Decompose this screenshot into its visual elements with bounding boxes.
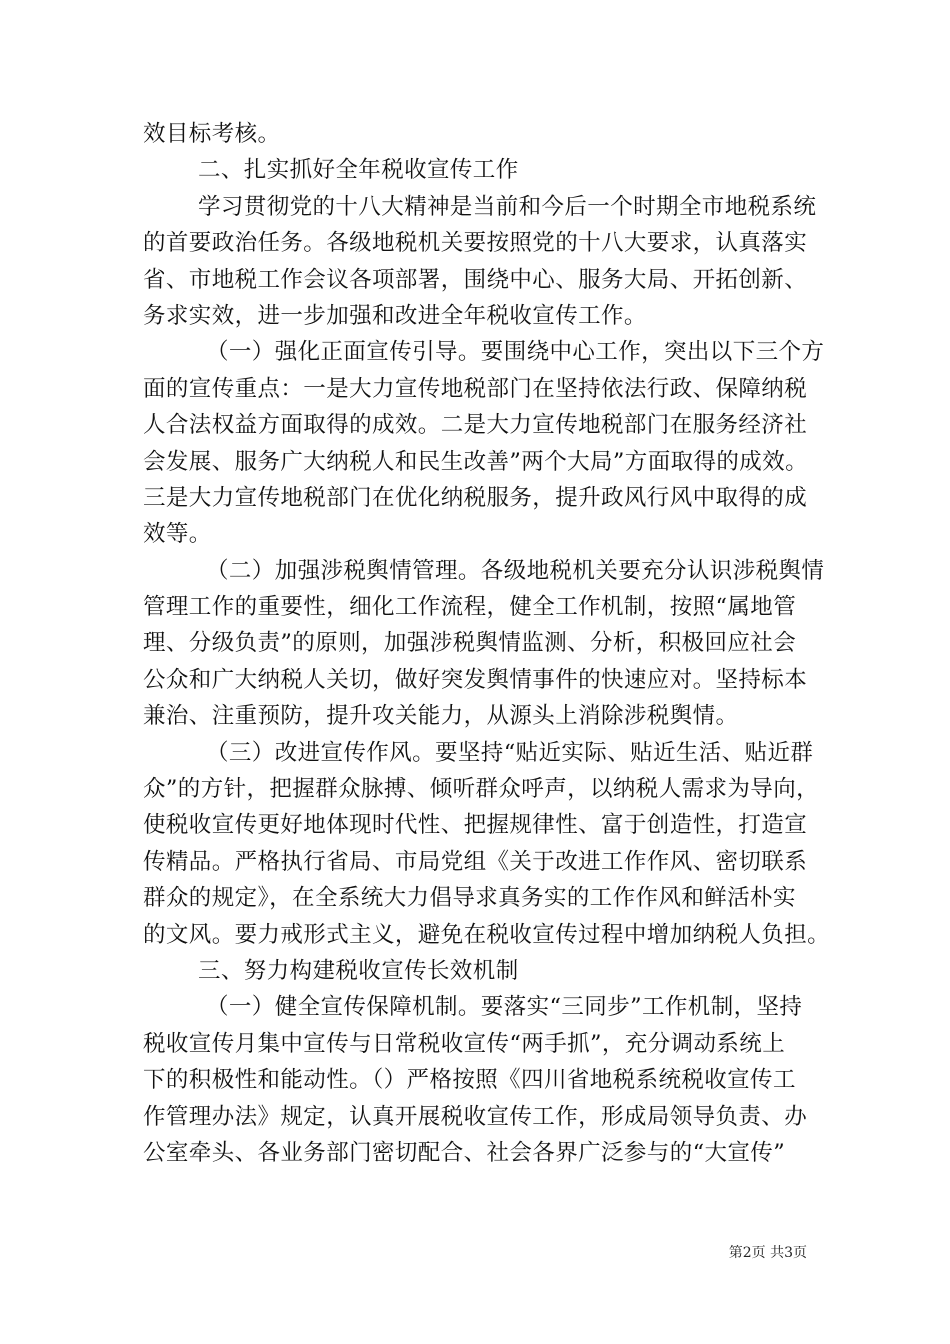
text-line: 传精品。严格执行省局、市局党组《关于改进工作作风、密切联系 [143,848,808,875]
text-line: 众”的方针，把握群众脉搏、倾听群众呼声，以纳税人需求为导向， [143,776,820,803]
text-line: （一）健全宣传保障机制。要落实“三同步”工作机制，坚持 [206,994,803,1021]
text-line: 的首要政治任务。各级地税机关要按照党的十八大要求，认真落实 [143,230,808,257]
page-current: 2 [742,1245,752,1261]
text-line: 面的宣传重点：一是大力宣传地税部门在坚持依法行政、保障纳税 [143,375,808,402]
text-line: （三）改进宣传作风。要坚持“贴近实际、贴近生活、贴近群 [206,739,814,766]
page-total: 3 [784,1245,793,1261]
text-line: （一）强化正面宣传引导。要围绕中心工作，突出以下三个方 [206,339,825,366]
page-suffix: 页 [793,1245,807,1261]
page-number-footer [729,1244,807,1262]
text-line: 务求实效，进一步加强和改进全年税收宣传工作。 [143,302,647,329]
text-line: 使税收宣传更好地体现时代性、把握规律性、富于创造性，打造宣 [143,812,808,839]
text-line: 三、努力构建税收宣传长效机制 [198,957,519,984]
text-line: 理、分级负责”的原则，加强涉税舆情监测、分析，积极回应社会 [143,630,797,657]
text-line: 二、扎实抓好全年税收宣传工作 [198,157,519,184]
text-line: 兼治、注重预防，提升攻关能力，从源头上消除涉税舆情。 [143,703,739,730]
text-line: 作管理办法》规定，认真开展税收宣传工作，形成局领导负责、办 [143,1103,808,1130]
text-line: 三是大力宣传地税部门在优化纳税服务，提升政风行风中取得的成 [143,484,808,511]
text-line: 省、市地税工作会议各项部署，围绕中心、服务大局、开拓创新、 [143,266,808,293]
text-line: 公众和广大纳税人关切，做好突发舆情事件的快速应对。坚持标本 [143,666,808,693]
text-line: 的文风。要力戒形式主义，避免在税收宣传过程中增加纳税人负担。 [143,921,831,948]
text-line: 学习贯彻党的十八大精神是当前和今后一个时期全市地税系统 [198,193,817,220]
document-body [143,116,831,1171]
text-line: 人合法权益方面取得的成效。二是大力宣传地税部门在服务经济社 [143,412,808,439]
text-line: 会发展、服务广大纳税人和民生改善”两个大局”方面取得的成效。 [143,448,809,475]
text-line: 下的积极性和能动性。（）严格按照《四川省地税系统税收宣传工 [143,1067,796,1094]
text-line: 效等。 [143,521,212,548]
page-prefix: 第 [728,1245,743,1261]
text-line: 群众的规定》，在全系统大力倡导求真务实的工作作风和鲜活朴实 [143,885,796,912]
text-line: 公室牵头、各业务部门密切配合、社会各界广泛参与的“大宣传” [143,1139,786,1166]
text-line: 管理工作的重要性，细化工作流程，健全工作机制，按照“属地管 [143,594,797,621]
text-line: （二）加强涉税舆情管理。各级地税机关要充分认识涉税舆情 [206,557,825,584]
page-mid: 页 共 [751,1245,785,1261]
text-line: 税收宣传月集中宣传与日常税收宣传“两手抓”，充分调动系统上 [143,1030,786,1057]
text-line: 效目标考核。 [143,121,281,147]
